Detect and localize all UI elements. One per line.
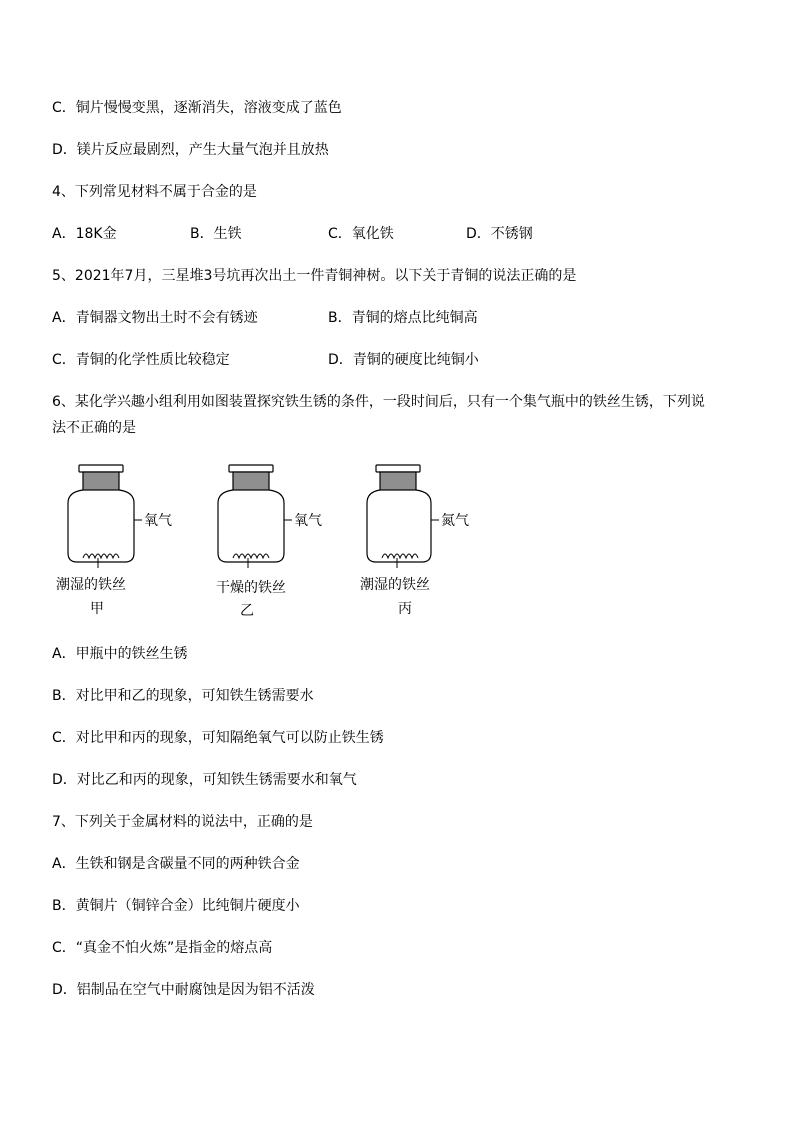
q3-option-d: D．镁片反应最剧烈，产生大量气泡并且放热 (52, 142, 329, 158)
bottle-bing-wire-label: 潮湿的铁丝 (360, 577, 430, 593)
bottle-yi-wire-label: 干燥的铁丝 (216, 580, 286, 596)
q5-stem: 5、2021年7月，三星堆3号坑再次出土一件青铜神树。以下关于青铜的说法正确的是 (52, 268, 577, 284)
q4-option-c: C．氧化铁 (328, 226, 394, 242)
bottle-jia-name: 甲 (90, 601, 104, 617)
q3-option-c: C．铜片慢慢变黑，逐渐消失，溶液变成了蓝色 (52, 100, 342, 116)
bottle-bing-name: 丙 (398, 601, 412, 617)
bottle-bing-drawing (367, 465, 439, 568)
q7-option-b: B．黄铜片（铜锌合金）比纯铜片硬度小 (52, 898, 300, 914)
q5-option-a: A．青铜器文物出土时不会有锈迹 (52, 310, 258, 326)
bottle-jia-drawing (68, 465, 142, 568)
bottle-jia-wire-label: 潮湿的铁丝 (56, 577, 126, 593)
q7-stem: 7、下列关于金属材料的说法中，正确的是 (52, 814, 313, 830)
bottles-diagram (50, 458, 500, 568)
bottle-yi-drawing (218, 465, 292, 568)
q7-option-a: A．生铁和钢是含碳量不同的两种铁合金 (52, 856, 300, 872)
q7-option-c: C．“真金不怕火炼”是指金的熔点高 (52, 940, 273, 956)
q5-option-c: C．青铜的化学性质比较稳定 (52, 352, 230, 368)
bottle-yi-name: 乙 (240, 603, 254, 619)
q5-option-b: B．青铜的熔点比纯铜高 (328, 310, 478, 326)
bottle-jia-gas-label: 氧气 (144, 513, 172, 529)
q4-option-a: A．18K金 (52, 226, 117, 242)
q6-option-b: B．对比甲和乙的现象，可知铁生锈需要水 (52, 688, 314, 704)
q6-option-d: D．对比乙和丙的现象，可知铁生锈需要水和氧气 (52, 772, 357, 788)
q6-stem-line1: 6、某化学兴趣小组利用如图装置探究铁生锈的条件，一段时间后，只有一个集气瓶中的铁丝生锈，下列说 (52, 394, 705, 410)
bottle-bing-gas-label: 氮气 (441, 513, 469, 529)
q6-option-a: A．甲瓶中的铁丝生锈 (52, 646, 188, 662)
q4-option-d: D．不锈钢 (466, 226, 533, 242)
q4-option-b: B．生铁 (190, 226, 242, 242)
q6-option-c: C．对比甲和丙的现象，可知隔绝氧气可以防止铁生锈 (52, 730, 384, 746)
q5-option-d: D．青铜的硬度比纯铜小 (328, 352, 479, 368)
q6-stem-line2: 法不正确的是 (52, 420, 136, 436)
q4-stem: 4、下列常见材料不属于合金的是 (52, 184, 257, 200)
q7-option-d: D．铝制品在空气中耐腐蚀是因为铝不活泼 (52, 982, 315, 998)
bottle-yi-gas-label: 氧气 (294, 513, 322, 529)
iron-rust-experiment-figure (50, 458, 500, 623)
